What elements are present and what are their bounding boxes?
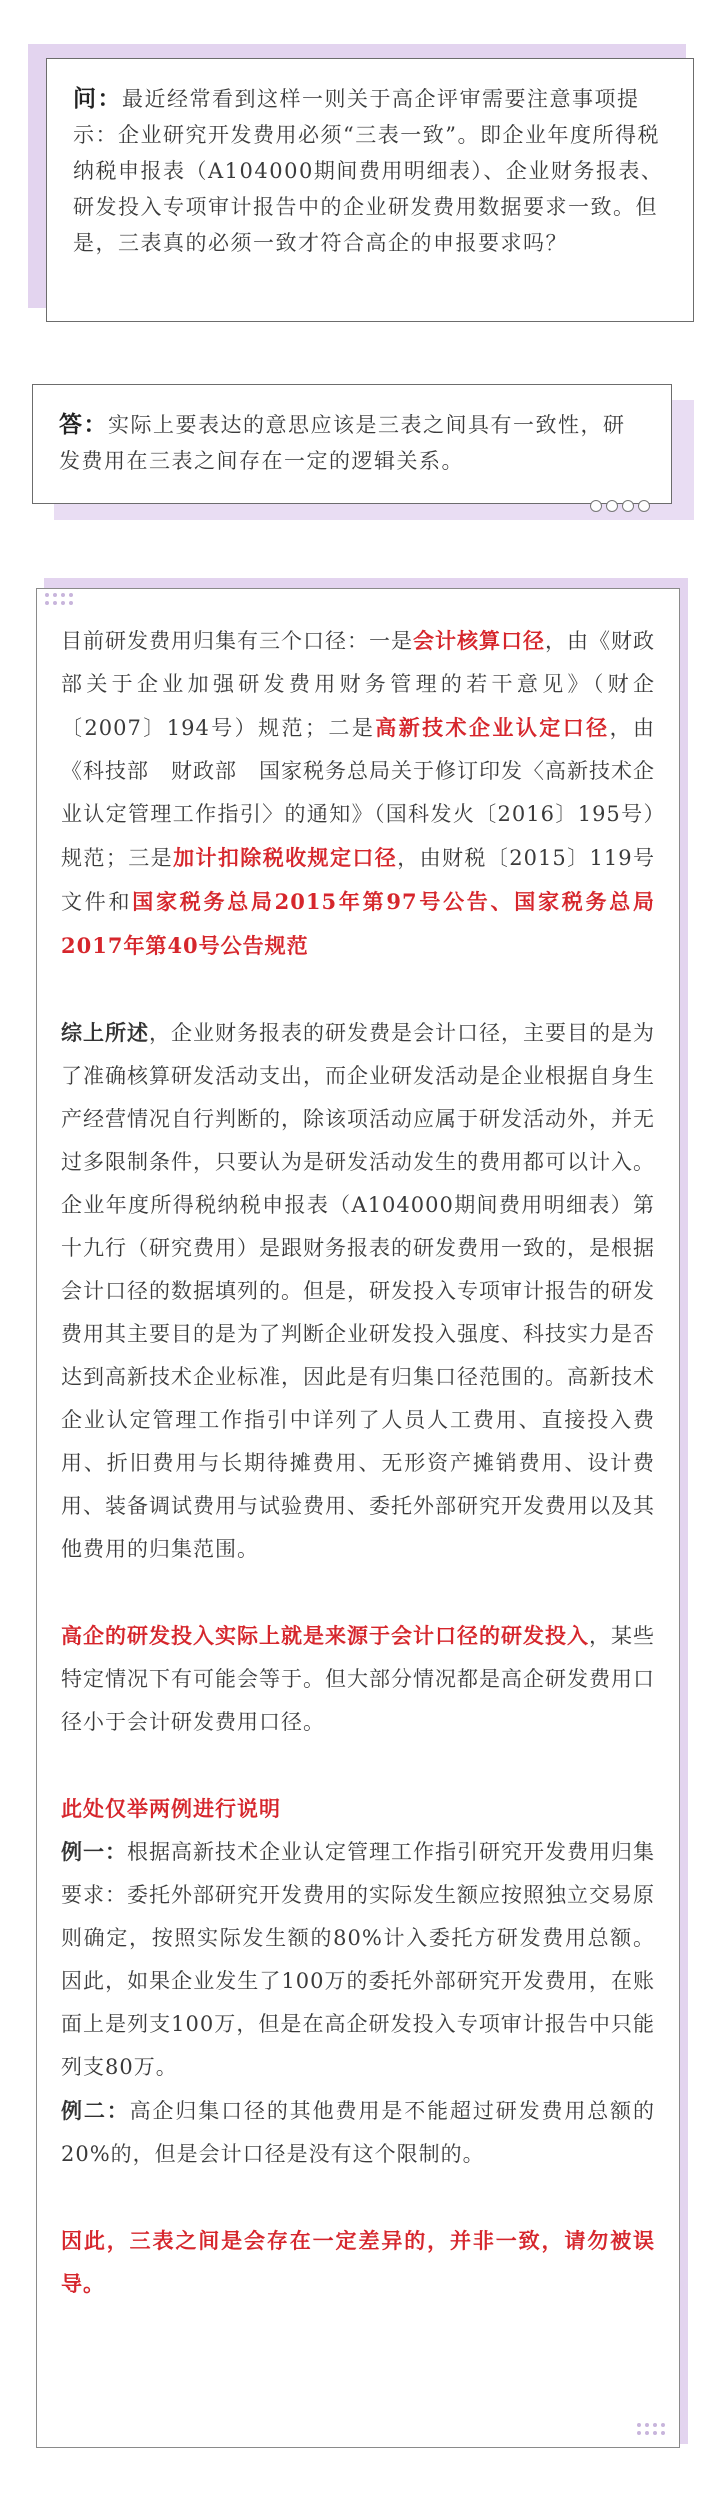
- paragraph-caliber: [61, 619, 655, 968]
- question-box: [46, 58, 694, 322]
- text: ，由财税〔2015〕119号文件和: [61, 846, 656, 914]
- decorative-dots: [590, 500, 650, 512]
- text: 目前研发费用归集有三个口径：一是: [61, 629, 413, 653]
- main-content-box: [36, 588, 680, 2448]
- conclusion: 因此，三表之间是会存在一定差异的，并非一致，请勿被误导。: [61, 2228, 655, 2296]
- source-text: ，某些特定情况下有可能会等于。但大部分情况都是高企研发费用口径小于会计研发费用口径。: [61, 1624, 655, 1734]
- dot-icon: [590, 500, 602, 512]
- answer-tag: 答：: [59, 411, 108, 438]
- answer-text: 实际上要表达的意思应该是三表之间具有一致性，研发费用在三表之间存在一定的逻辑关系。: [59, 413, 626, 473]
- highlight-accounting: 会计核算口径: [413, 628, 545, 653]
- example-two: [61, 2089, 655, 2176]
- dot-icon: [638, 500, 650, 512]
- question-text: 最近经常看到这样一则关于高企评审需要注意事项提示：企业研究开发费用必须“三表一致”。即企业年度所得税纳税申报表（A104000期间费用明细表）、企业财务报表、研发投入专项审计报告中的企业研发费用数据要求一致。但是，三表真的必须一致才符合高企的申报要求吗？: [73, 87, 664, 255]
- dot-icon: [606, 500, 618, 512]
- example-two-text: 高企归集口径的其他费用是不能超过研发费用总额的20%的，但是会计口径是没有这个限制的。: [61, 2099, 655, 2166]
- dot-grid-icon: [45, 593, 73, 605]
- highlight-deduction: 加计扣除税收规定口径: [173, 845, 398, 870]
- paragraph-source: [61, 1614, 655, 1744]
- paragraph-summary: [61, 1011, 655, 1571]
- highlight-announcement: 国家税务总局2015年第97号公告、国家税务总局2017年第40号公告规范: [61, 889, 656, 958]
- highlight-hightech: 高新技术企业认定口径: [375, 715, 610, 740]
- examples-title: 此处仅举两例进行说明: [61, 1796, 281, 1821]
- text: ，由《财政部关于企业加强研发费用财务管理的若干意见》（财企〔2007〕194号）规范；二是: [61, 629, 655, 740]
- example-two-lead: 例二：: [61, 2098, 130, 2123]
- dot-grid-icon: [637, 2423, 665, 2435]
- example-one-text: 根据高新技术企业认定管理工作指引研究开发费用归集要求：委托外部研究开发费用的实际发生额应按照独立交易原则确定，按照实际发生额的80%计入委托方研发费用总额。因此，如果企业发生了100万的委托外部研究开发费用，在账面上是列支100万，但是在高企研发投入专项审计报告中只能列支80万。: [61, 1840, 655, 2079]
- dot-icon: [622, 500, 634, 512]
- question-tag: 问：: [73, 85, 122, 112]
- text: ，由《科技部 财政部 国家税务总局关于修订印发〈高新技术企业认定管理工作指引〉的通知》（国科发火〔2016〕195号）规范；三是: [61, 716, 656, 870]
- summary-lead: 综上所述: [61, 1020, 149, 1045]
- answer-box: [32, 384, 672, 504]
- highlight-source: 高企的研发投入实际上就是来源于会计口径的研发投入: [61, 1623, 589, 1648]
- example-one: [61, 1830, 655, 2089]
- summary-text: ，企业财务报表的研发费是会计口径，主要目的是为了准确核算研发活动支出，而企业研发活动是企业根据自身生产经营情况自行判断的，除该项活动应属于研发活动外，并无过多限制条件，只要认为是研发活动发生的费用都可以计入。企业年度所得税纳税申报表（A104000期间费用明细表）第十九行（研究费用）是跟财务报表的研发费用一致的，是根据会计口径的数据填列的。但是，研发投入专项审计报告的研发费用其主要目的是为了判断企业研发投入强度、科技实力是否达到高新技术企业标准，因此是有归集口径范围的。高新技术企业认定管理工作指引中详列了人员人工费用、直接投入费用、折旧费用与长期待摊费用、无形资产摊销费用、设计费用、装备调试费用与试验费用、委托外部研究开发费用以及其他费用的归集范围。: [61, 1021, 655, 1561]
- example-one-lead: 例一：: [61, 1839, 127, 1864]
